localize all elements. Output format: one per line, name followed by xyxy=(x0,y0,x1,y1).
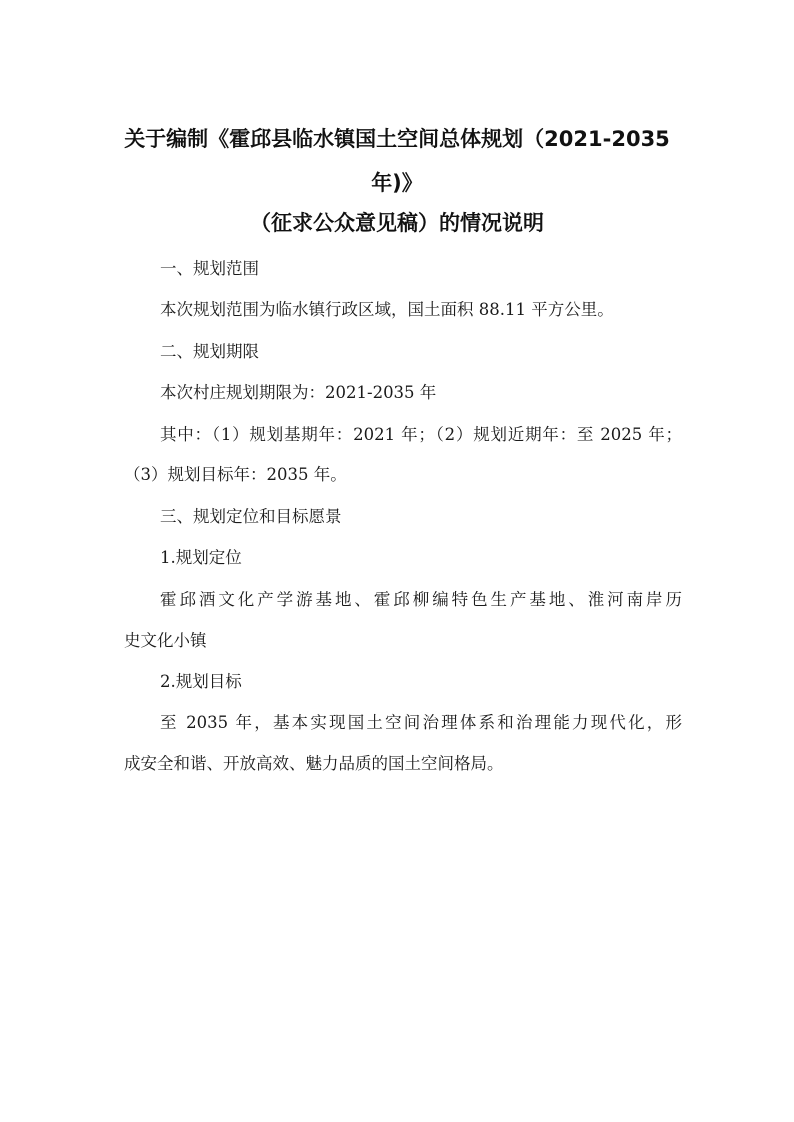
document-title-line-2: 年)》 xyxy=(371,171,423,195)
document-subtitle: （征求公众意见稿）的情况说明 xyxy=(250,211,544,235)
subsection-heading-goal: 2.规划目标 xyxy=(160,672,242,691)
section-heading-positioning: 三、规划定位和目标愿景 xyxy=(160,507,342,526)
positioning-paragraph-line-2: 史文化小镇 xyxy=(124,631,207,650)
period-detail-line-1: 其中：（1）规划基期年：2021 年；（2）规划近期年：至 2025 年； xyxy=(160,425,682,444)
section-heading-scope: 一、规划范围 xyxy=(160,259,259,278)
period-paragraph: 本次村庄规划期限为：2021-2035 年 xyxy=(160,383,437,402)
scope-paragraph: 本次规划范围为临水镇行政区域，国土面积 88.11 平方公里。 xyxy=(160,300,614,319)
positioning-paragraph-line-1: 霍邱酒文化产学游基地、霍邱柳编特色生产基地、淮河南岸历 xyxy=(160,590,682,609)
subsection-heading-positioning: 1.规划定位 xyxy=(160,548,242,567)
period-detail-line-2: （3）规划目标年：2035 年。 xyxy=(124,465,347,484)
section-heading-period: 二、规划期限 xyxy=(160,342,259,361)
document-title-line-1: 关于编制《霍邱县临水镇国土空间总体规划（2021-2035 xyxy=(124,127,670,151)
goal-paragraph-line-2: 成安全和谐、开放高效、魅力品质的国土空间格局。 xyxy=(124,754,504,773)
goal-paragraph-line-1: 至 2035 年，基本实现国土空间治理体系和治理能力现代化，形 xyxy=(160,713,682,732)
